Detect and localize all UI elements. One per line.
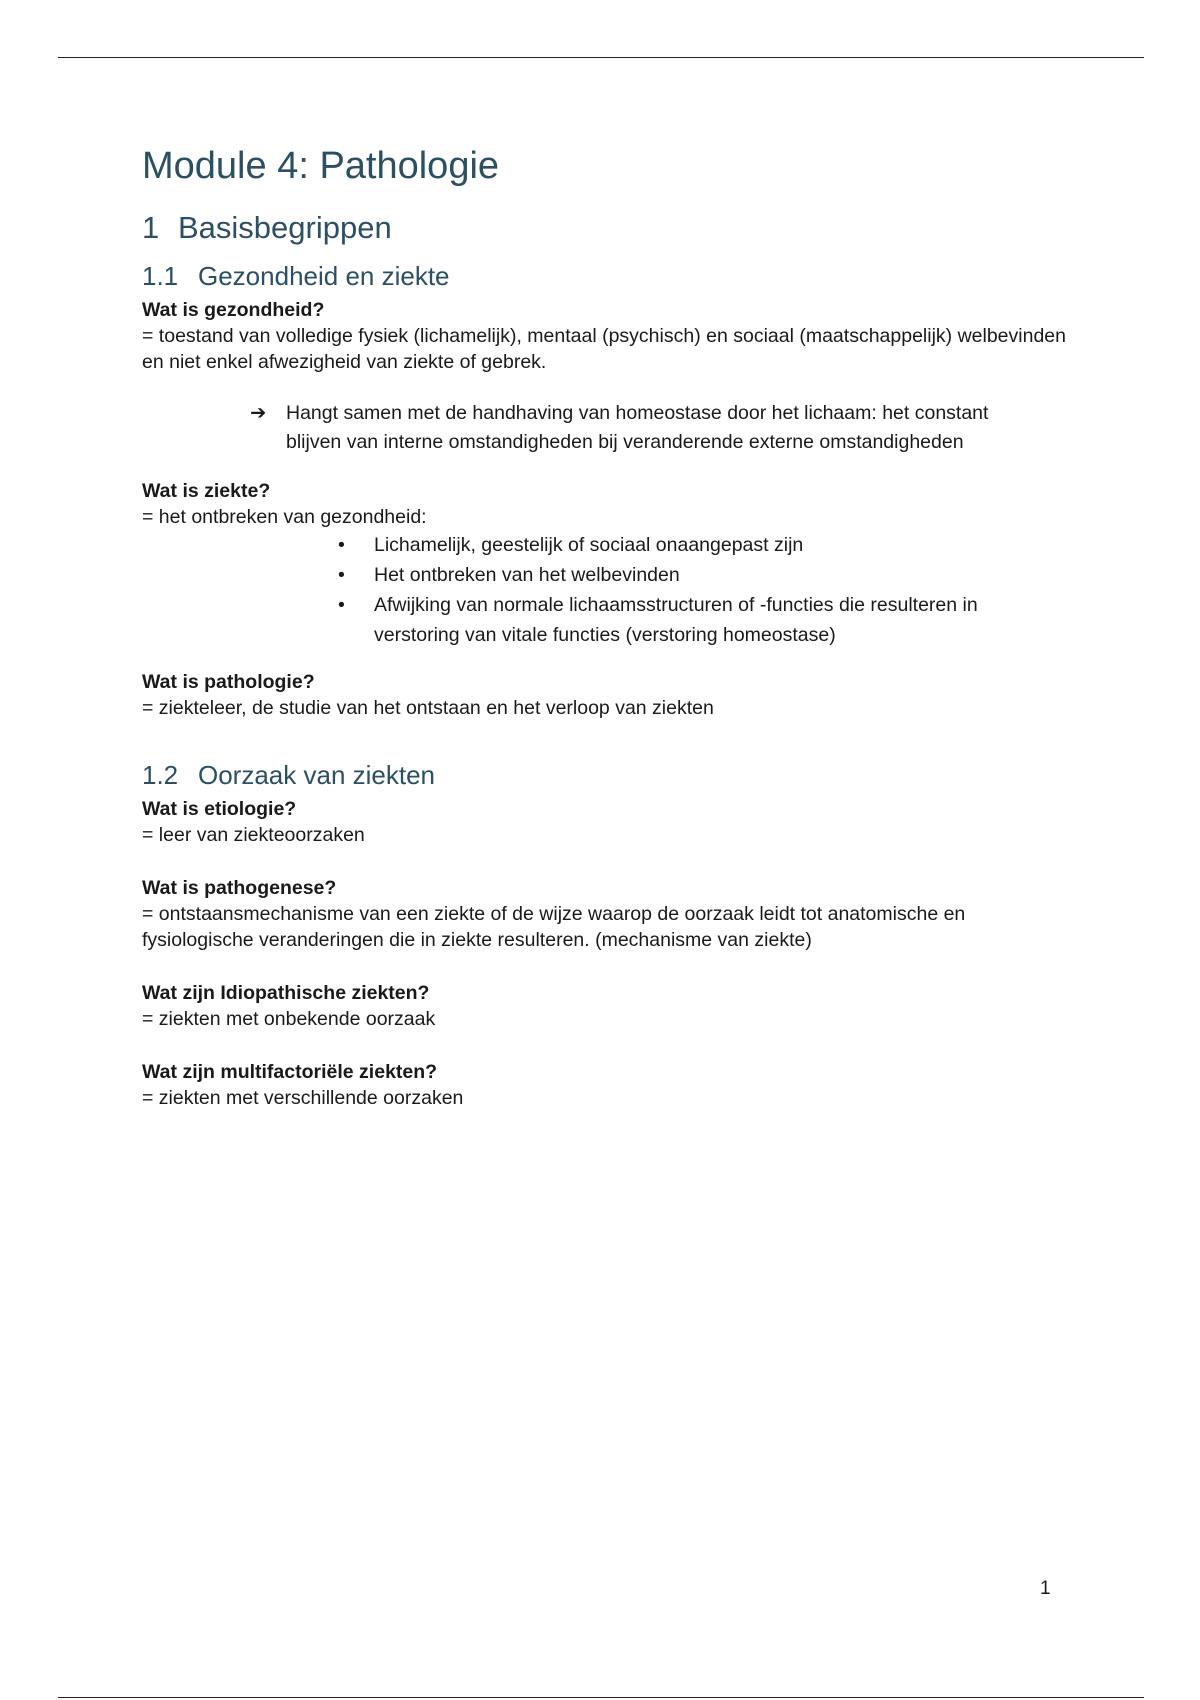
list-item xyxy=(338,590,1038,650)
section-title: Oorzaak van ziekten xyxy=(198,760,436,790)
answer-pathology: = ziekteleer, de studie van het ontstaan en het verloop van ziekten xyxy=(142,697,714,719)
question-health: Wat is gezondheid? xyxy=(142,299,325,321)
section-number: 1.1 xyxy=(142,261,179,291)
answer-idiopathic: = ziekten met onbekende oorzaak xyxy=(142,1008,436,1030)
bullet-icon: • xyxy=(338,564,345,586)
section-heading xyxy=(142,258,1072,294)
answer-health: = toestand van volledige fysiek (lichamelijk), mentaal (psychisch) en sociaal (maatschappelijk) welbevinden en niet enkel afwezigheid van ziekte of gebrek. xyxy=(142,325,1066,373)
homeostasis-note-text: Hangt samen met de handhaving van homeostase door het lichaam: het constant blijven van interne omstandigheden bij veranderende externe omstandigheden xyxy=(286,402,989,453)
question-disease: Wat is ziekte? xyxy=(142,480,271,502)
chapter-number: 1 xyxy=(142,210,160,245)
question-multifactorial: Wat zijn multifactoriële ziekten? xyxy=(142,1061,438,1083)
document-page xyxy=(142,140,1072,1111)
section-number: 1.2 xyxy=(142,760,179,790)
list-item xyxy=(338,530,1038,560)
question-idiopathic: Wat zijn Idiopathische ziekten? xyxy=(142,982,430,1004)
bullet-icon: • xyxy=(338,594,345,616)
answer-multifactorial: = ziekten met verschillende oorzaken xyxy=(142,1087,464,1109)
list-item-text: Het ontbreken van het welbevinden xyxy=(374,564,680,586)
bottom-rule xyxy=(58,1697,1144,1698)
section-title: Gezondheid en ziekte xyxy=(198,261,450,291)
arrow-icon: ➔ xyxy=(250,402,267,424)
list-item-text: Lichamelijk, geestelijk of sociaal onaangepast zijn xyxy=(374,534,804,556)
question-pathology: Wat is pathologie? xyxy=(142,671,315,693)
page-number: 1 xyxy=(1040,1578,1051,1599)
answer-disease: = het ontbreken van gezondheid: xyxy=(142,506,427,528)
chapter-heading xyxy=(142,206,1072,250)
question-etiology: Wat is etiologie? xyxy=(142,798,297,820)
answer-pathogenesis: = ontstaansmechanisme van een ziekte of de wijze waarop de oorzaak leidt tot anatomische en fysiologische veranderingen die in ziekte resulteren. (mechanisme van ziekte) xyxy=(142,903,966,951)
question-pathogenesis: Wat is pathogenese? xyxy=(142,877,337,899)
document-title: Module 4: Pathologie xyxy=(142,145,500,187)
bullet-icon: • xyxy=(338,534,345,556)
answer-etiology: = leer van ziekteoorzaken xyxy=(142,824,365,846)
homeostasis-note xyxy=(250,399,990,457)
disease-bullet-list xyxy=(338,530,1038,650)
list-item xyxy=(338,560,1038,590)
list-item-text: Afwijking van normale lichaamsstructuren of -functies die resulteren in verstoring van vitale functies (verstoring homeostase) xyxy=(374,594,978,646)
section-heading xyxy=(142,757,1072,793)
chapter-title: Basisbegrippen xyxy=(178,210,392,245)
top-rule xyxy=(58,57,1144,58)
